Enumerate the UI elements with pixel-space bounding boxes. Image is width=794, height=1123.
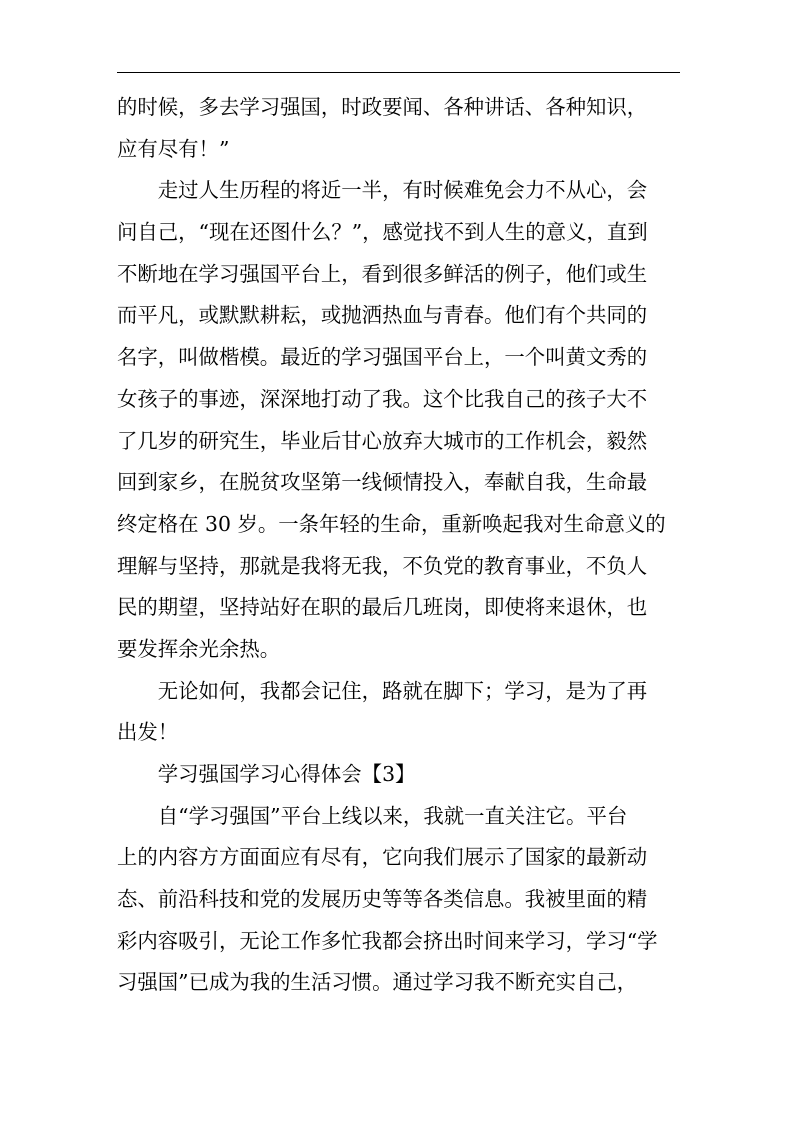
text-line: 要发挥余光余热。 (117, 636, 281, 661)
text-line: 名字，叫做楷模。最近的学习强国平台上，一个叫黄文秀的 (117, 345, 648, 370)
document-body (117, 87, 680, 1004)
text-line: 彩内容吸引，无论工作多忙我都会挤出时间来学习，学习“学 (117, 928, 658, 953)
text-line: 不断地在学习强国平台上，看到很多鲜活的例子，他们或生 (117, 261, 648, 286)
section-heading: 学习强国学习心得体会【3】 (117, 762, 416, 786)
text-line: 无论如何，我都会记住，路就在脚下；学习，是为了再 (117, 678, 648, 703)
text-line: 自“学习强国”平台上线以来，我就一直关注它。平台 (117, 803, 628, 828)
text-line: 而平凡，或默默耕耘，或抛洒热血与青春。他们有个共同的 (117, 303, 648, 328)
text-line: 态、前沿科技和党的发展历史等等各类信息。我被里面的精 (117, 887, 648, 912)
text-line: 走过人生历程的将近一半，有时候难免会力不从心，会 (117, 178, 648, 203)
text-line: 回到家乡，在脱贫攻坚第一线倾情投入，奉献自我，生命最 (117, 470, 648, 495)
text-line: 的时候，多去学习强国，时政要闻、各种讲话、各种知识， (117, 95, 648, 119)
header-rule (117, 72, 680, 73)
text-line: 问自己，“现在还图什么？”，感觉找不到人生的意义，直到 (117, 220, 648, 245)
text-line: 理解与坚持，那就是我将无我，不负党的教育事业，不负人 (117, 553, 648, 578)
text-line: 习强国”已成为我的生活习惯。通过学习我不断充实自己， (117, 970, 638, 995)
text-line: 了几岁的研究生，毕业后甘心放弃大城市的工作机会，毅然 (117, 428, 648, 453)
text-line: 上的内容方方面面应有尽有，它向我们展示了国家的最新动 (117, 845, 648, 870)
text-line: 民的期望，坚持站好在职的最后几班岗，即使将来退休，也 (117, 595, 648, 620)
text-line: 出发！ (117, 720, 179, 745)
text-line: 女孩子的事迹，深深地打动了我。这个比我自己的孩子大不 (117, 386, 648, 411)
text-line: 应有尽有！” (117, 136, 230, 161)
text-line: 终定格在 30 岁。一条年轻的生命，重新唤起我对生命意义的 (117, 511, 666, 536)
